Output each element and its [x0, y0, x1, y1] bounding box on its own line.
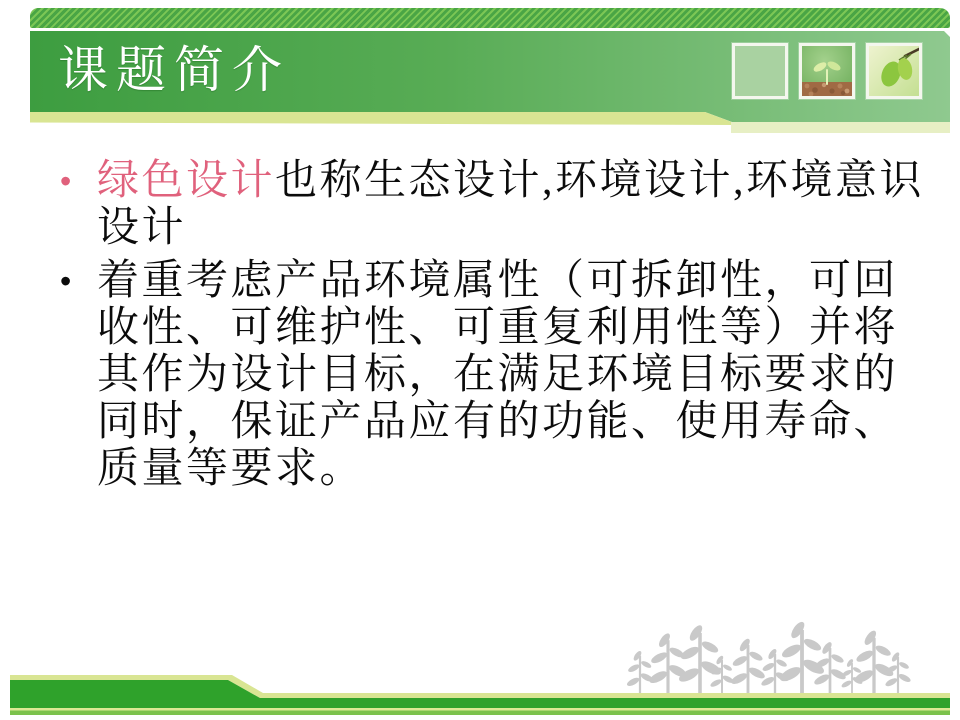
bullet2-line3: 其作为设计目标，在满足环境目标要求的 [97, 352, 899, 398]
highlight-term: 绿色设计 [97, 158, 276, 204]
slide-body [58, 158, 928, 493]
bullet2-line5: 质量等要求。 [97, 446, 365, 492]
bullet-marker: • [60, 263, 72, 299]
page-title: 课题简介 [58, 42, 290, 98]
seedling-sprout-photo [799, 43, 855, 99]
bullet2-line1: 着重考虑产品环境属性（可拆卸性，可回 [97, 258, 899, 304]
footer-bar [0, 668, 960, 720]
bullet2-line4: 同时，保证产品应有的功能、使用寿命、 [97, 399, 899, 445]
bullet-item-green-design [58, 158, 928, 252]
bullet-item-attributes [58, 258, 928, 493]
bullet1-line2: 设计 [97, 205, 187, 251]
header-thumbnails [732, 43, 922, 99]
bullet2-line2: 收性、可维护性、可重复利用性等）并将 [97, 305, 899, 351]
bullet-marker: • [60, 163, 72, 199]
green-leaves-photo [866, 43, 922, 99]
bullet1-line1: 绿色设计也称生态设计,环境设计,环境意识 [97, 158, 925, 204]
plain-green-square [732, 43, 788, 99]
